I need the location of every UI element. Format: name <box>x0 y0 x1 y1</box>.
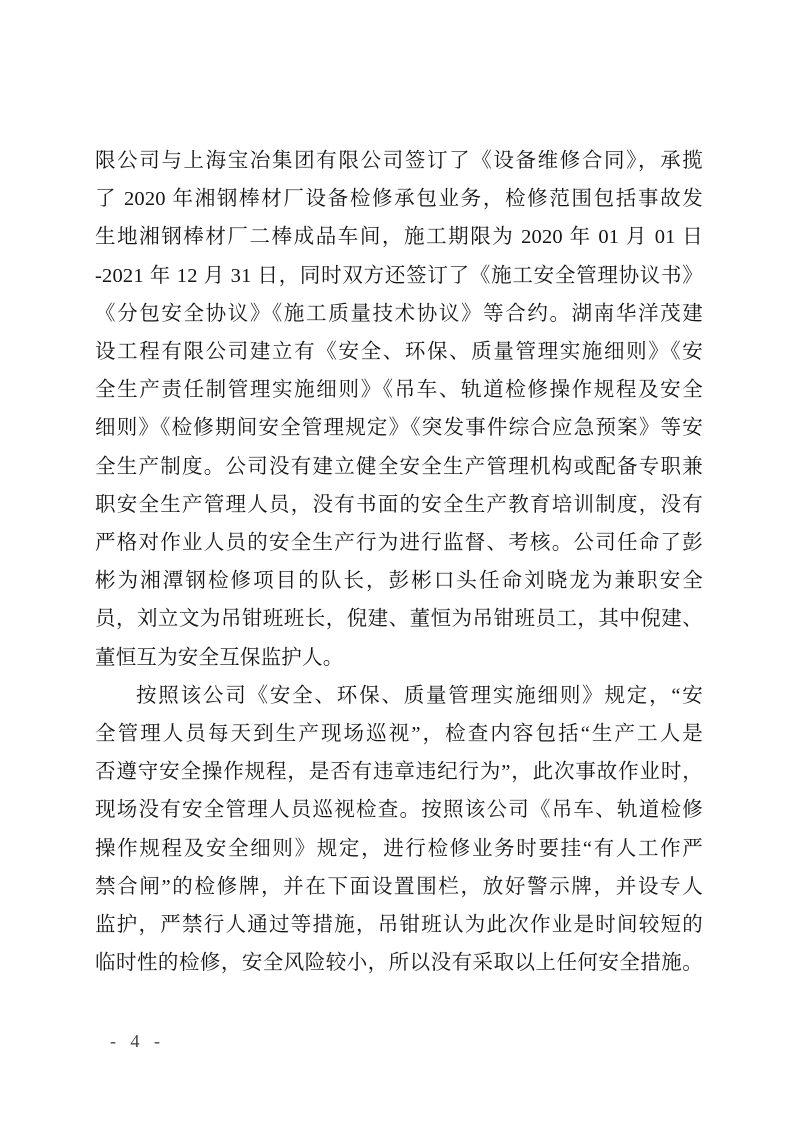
text-line: 细则》《检修期间安全管理规定》《突发事件综合应急预案》等安 <box>95 417 703 440</box>
text-line: 设工程有限公司建立有《安全、环保、质量管理实施细则》《安 <box>95 341 703 364</box>
text-line: 否遵守安全操作规程，是否有违章违纪行为”，此次事故作业时， <box>95 761 703 784</box>
paragraph-1 <box>95 142 703 677</box>
text-line: 员，刘立文为吊钳班班长，倪建、董恒为吊钳班员工，其中倪建、 <box>95 608 703 631</box>
body-text <box>95 142 703 982</box>
text-line: 了 2020 年湘钢棒材厂设备检修承包业务，检修范围包括事故发 <box>95 188 703 211</box>
text-line: 现场没有安全管理人员巡视检查。按照该公司《吊车、轨道检修 <box>95 799 703 822</box>
page-number: - 4 - <box>110 1031 165 1051</box>
text-line: 全管理人员每天到生产现场巡视”，检查内容包括“生产工人是 <box>95 723 703 746</box>
text-line: 生地湘钢棒材厂二棒成品车间，施工期限为 2020 年 01 月 01 日 <box>95 226 703 249</box>
text-line: 彬为湘潭钢检修项目的队长，彭彬口头任命刘晓龙为兼职安全 <box>95 570 703 593</box>
text-line: 临时性的检修，安全风险较小，所以没有采取以上任何安全措施。 <box>95 952 703 975</box>
text-line: -2021 年 12 月 31 日，同时双方还签订了《施工安全管理协议书》 <box>95 264 703 287</box>
text-line: 禁合闸”的检修牌，并在下面设置围栏，放好警示牌，并设专人 <box>95 875 703 898</box>
text-line: 监护，严禁行人通过等措施，吊钳班认为此次作业是时间较短的 <box>95 914 703 937</box>
text-line: 董恒互为安全互保监护人。 <box>95 646 344 669</box>
text-line: 职安全生产管理人员，没有书面的安全生产教育培训制度，没有 <box>95 493 703 516</box>
text-line: 按照该公司《安全、环保、质量管理实施细则》规定，“安 <box>136 684 703 707</box>
text-line: 《分包安全协议》《施工质量技术协议》等合约。湖南华洋茂建 <box>95 302 703 325</box>
text-line: 操作规程及安全细则》规定，进行检修业务时要挂“有人工作严 <box>95 837 703 860</box>
text-line: 全生产制度。公司没有建立健全安全生产管理机构或配备专职兼 <box>95 455 703 478</box>
paragraph-2 <box>95 677 703 983</box>
text-line: 严格对作业人员的安全生产行为进行监督、考核。公司任命了彭 <box>95 532 703 555</box>
text-line: 限公司与上海宝冶集团有限公司签订了《设备维修合同》，承揽 <box>95 150 703 172</box>
text-line: 全生产责任制管理实施细则》《吊车、轨道检修操作规程及安全 <box>95 379 703 402</box>
